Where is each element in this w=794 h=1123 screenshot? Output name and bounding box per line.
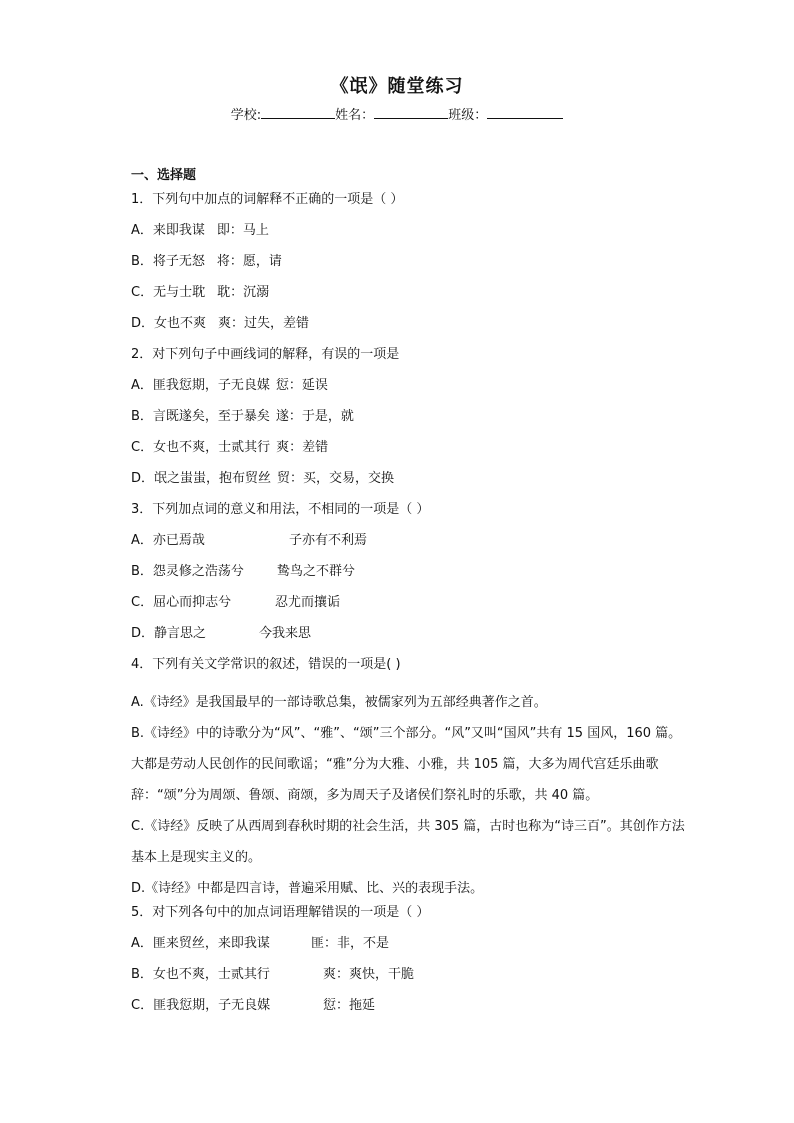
- name-label: 姓名：: [335, 108, 375, 123]
- option-explanation: 爽：差错: [276, 440, 329, 455]
- question-stem: 1．下列句中加点的词解释不正确的一项是（ ）: [131, 192, 404, 207]
- option-explanation: 子亦有不利焉: [289, 533, 368, 548]
- option-text: B．将子无怒: [131, 254, 205, 269]
- option-explanation: 爽：过失，差错: [218, 316, 310, 331]
- option-explanation: 今我来思: [259, 626, 312, 641]
- option-line: [131, 315, 691, 346]
- option-text: B．女也不爽，士贰其行: [131, 967, 270, 982]
- student-info-line: [0, 104, 794, 123]
- option-explanation: 耽：沉溺: [217, 285, 270, 300]
- page-title: 《氓》随堂练习: [330, 76, 464, 97]
- option-text: B．言既遂矣，至于暴矣: [131, 409, 270, 424]
- option-text: B．怨灵修之浩荡兮: [131, 564, 244, 579]
- option-text: C．无与士耽: [131, 285, 206, 300]
- school-label: 学校:: [230, 108, 262, 123]
- question-stem: 2．对下列句子中画线词的解释，有误的一项是: [131, 347, 400, 362]
- option-line: [131, 439, 691, 470]
- option-line: [131, 625, 691, 656]
- option-line: [131, 284, 691, 315]
- option-explanation: 遂：于是，就: [275, 409, 354, 424]
- question-list: [131, 167, 691, 1028]
- option-text: C．匪我愆期，子无良媒: [131, 998, 271, 1013]
- option-explanation: 愆：延误: [275, 378, 328, 393]
- question-stem: 5．对下列各句中的加点词语理解错误的一项是（ ）: [131, 905, 430, 920]
- option-text: C．女也不爽，士贰其行: [131, 440, 271, 455]
- option-explanation: 鸷鸟之不群兮: [277, 564, 356, 579]
- option-line: [131, 532, 691, 563]
- option-paragraph: D.《诗经》中都是四言诗，普遍采用赋、比、兴的表现手法。: [131, 881, 484, 896]
- option-line: [131, 253, 691, 284]
- option-text: A．来即我谋: [131, 223, 205, 238]
- option-paragraph: C.《诗经》反映了从西周到春秋时期的社会生活，共 305 篇，古时也称为“诗三百”。其创作方法基本上是现实主义的。: [131, 819, 685, 865]
- option-line: [131, 470, 691, 501]
- name-blank[interactable]: [374, 106, 448, 119]
- option-paragraph: A.《诗经》是我国最早的一部诗歌总集，被儒家列为五部经典著作之首。: [131, 695, 547, 710]
- option-explanation: 将：愿，请: [216, 254, 282, 269]
- option-text: A．亦已焉哉: [131, 533, 205, 548]
- option-line: [131, 594, 691, 625]
- question-stem: 3．下列加点词的意义和用法，不相同的一项是（ ）: [131, 502, 430, 517]
- option-text: A．匪来贸丝，来即我谋: [131, 936, 270, 951]
- option-explanation: 愆：拖延: [323, 998, 376, 1013]
- option-line: [131, 222, 691, 253]
- option-line: [131, 966, 691, 997]
- option-line: [131, 563, 691, 594]
- option-explanation: 即：马上: [216, 223, 269, 238]
- option-text: D．静言思之: [131, 626, 207, 641]
- option-explanation: 匪：非，不是: [311, 936, 390, 951]
- option-line: [131, 997, 691, 1028]
- school-blank[interactable]: [261, 106, 335, 119]
- class-blank[interactable]: [487, 106, 563, 119]
- option-paragraph: B.《诗经》中的诗歌分为“风”、“雅”、“颂”三个部分。“风”又叫“国风”共有 15 国风，160 篇。大都是劳动人民创作的民间歌谣；“雅”分为大雅、小雅，共 105 篇，大多为周代宫廷乐曲歌辞：“颂”分为周颂、鲁颂、商颂，多为周天子及诸侯们祭礼时的乐歌，共 40 篇。: [131, 726, 682, 803]
- option-line: [131, 377, 691, 408]
- option-explanation: 爽：爽快，干脆: [323, 967, 415, 982]
- option-text: A．匪我愆期，子无良媒: [131, 378, 270, 393]
- option-text: D．氓之蚩蚩，抱布贸丝: [131, 471, 272, 486]
- option-line: [131, 935, 691, 966]
- option-explanation: 贸：买，交易，交换: [277, 471, 395, 486]
- option-text: D．女也不爽: [131, 316, 207, 331]
- section-heading: 一、选择题: [131, 168, 197, 183]
- class-label: 班级：: [448, 108, 488, 123]
- option-text: C．屈心而抑志兮: [131, 595, 232, 610]
- option-line: [131, 408, 691, 439]
- option-explanation: 忍尤而攘诟: [275, 595, 341, 610]
- question-stem: 4．下列有关文学常识的叙述，错误的一项是( ): [131, 657, 401, 672]
